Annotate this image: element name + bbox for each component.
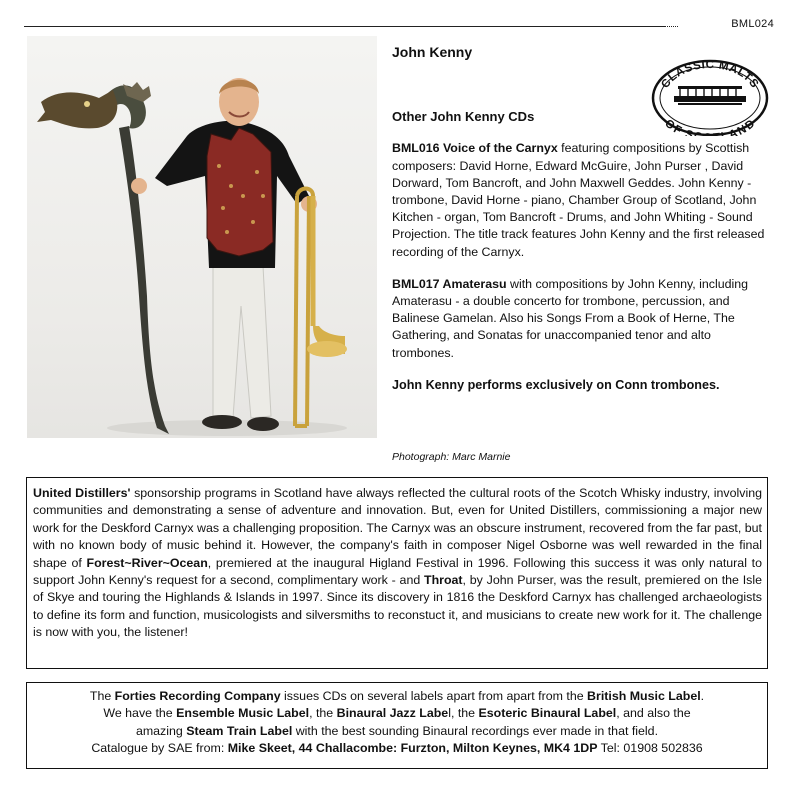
cd-entry-bml017 <box>392 276 767 362</box>
labels-text: issues CDs on several labels apart from apart from the <box>280 689 588 703</box>
label-name: Esoteric Binaural Label <box>478 706 617 721</box>
photo-credit: Photograph: Marc Marnie <box>392 451 511 463</box>
logo-text-bottom: OF S AND <box>662 117 758 136</box>
label-name: Ensemble Music Label <box>176 706 310 721</box>
labels-text: with the best sounding Binaural recordings ever made in that field. <box>292 723 659 738</box>
company-name: Forties Recording Company <box>114 689 281 703</box>
labels-line <box>31 723 763 740</box>
label-name: Steam Train Label <box>186 723 293 738</box>
sponsorship-text: , by John Purser, was the result, premiered on the Isle of Skye and touring the Highlands & Islands in 1997. Since its discovery in 1816 the Deskford Carnyx has challenged archaeologists to define its form and function, musicologists and silversmiths to reconstuct it, and musicians to create new work for it. The challenge is now with you, the listener! <box>33 573 762 640</box>
labels-text: l, the <box>448 706 479 721</box>
sponsorship-text: sponsorship programs in Scotland have always reflected the cultural roots of the Scotch Whisky industry, involving communities and demonstrating a sense of adventure and innovation. But, even for United Distillers, commissioning a major new work for the Deskford Carnyx was a challenging proposition. The Carnyx was an obscure instrument, recovered from the far past, but with no known body of music behind it. However, the company's faith in composer Nigel Osborne was well rewarded in the final shape of <box>33 486 762 570</box>
cd-description: featuring compositions by Scottish composers: David Horne, Edward McGuire, John Purser , David Dorward, Tom Bancroft, and John Maxwell Geddes. John Kenny - trombone, David Horne - piano, Chamber Group of Scotland, John Kitchen - organ, Tom Bancroft - Drums, and John Whiting - Sound Projection. The title track features John Kenny and the first released recording of the Carnyx. <box>392 141 765 259</box>
sponsorship-text: , premiered at the inaugural Higland Festival in 1996. Following this success it was only natural to support John Kenny's request for a second, complimentary work - and <box>33 555 762 588</box>
work-title-forest-river-ocean: Forest~River~Ocean <box>86 555 208 570</box>
top-rule <box>24 26 664 27</box>
catalog-number: BML024 <box>731 18 774 30</box>
cd-entry-bml016 <box>392 140 767 260</box>
artist-photo-illustration <box>27 36 377 438</box>
catalogue-address: Mike Skeet, 44 Challacombe: Furzton, Milton Keynes, MK4 1DP <box>227 741 598 756</box>
cd-info-column <box>392 44 767 394</box>
label-name: Binaural Jazz Labe <box>336 706 449 721</box>
cd-title: BML017 Amaterasu <box>392 276 507 291</box>
work-title-throat: Throat <box>424 573 463 588</box>
labels-line <box>31 705 763 722</box>
labels-text: , the <box>309 706 337 721</box>
labels-text: amazing <box>135 723 187 738</box>
labels-text: The <box>89 689 115 703</box>
sponsor-name: United Distillers' <box>33 486 131 500</box>
sponsorship-box <box>26 477 768 669</box>
labels-text: We have the <box>103 706 177 721</box>
labels-text: Catalogue by SAE from: <box>91 741 228 756</box>
labels-line <box>31 740 763 757</box>
labels-text: , and also the <box>616 706 691 721</box>
artist-photo <box>27 36 377 438</box>
label-name: British Music Label <box>587 689 701 703</box>
catalogue-phone: Tel: 01908 502836 <box>597 741 703 756</box>
other-cds-heading: Other John Kenny CDs <box>392 109 535 125</box>
labels-box <box>26 682 768 769</box>
labels-text: . <box>700 689 705 703</box>
top-rule-dots <box>664 26 678 27</box>
conn-trombones-note: John Kenny performs exclusively on Conn trombones. <box>392 377 720 392</box>
logo-text-top: CLASSIC MALTS <box>659 59 761 91</box>
labels-line <box>31 688 763 705</box>
cd-title: BML016 Voice of the Carnyx <box>392 141 558 156</box>
cd-description: with compositions by John Kenny, including Amaterasu - a double concerto for trombone, percussion, and Balinese Gamelan. Also his Songs From a Book of Herne, The Gathering, and Sonatas for unaccompanied tenor and alto trombones. <box>392 276 749 360</box>
artist-name: John Kenny <box>392 44 473 60</box>
